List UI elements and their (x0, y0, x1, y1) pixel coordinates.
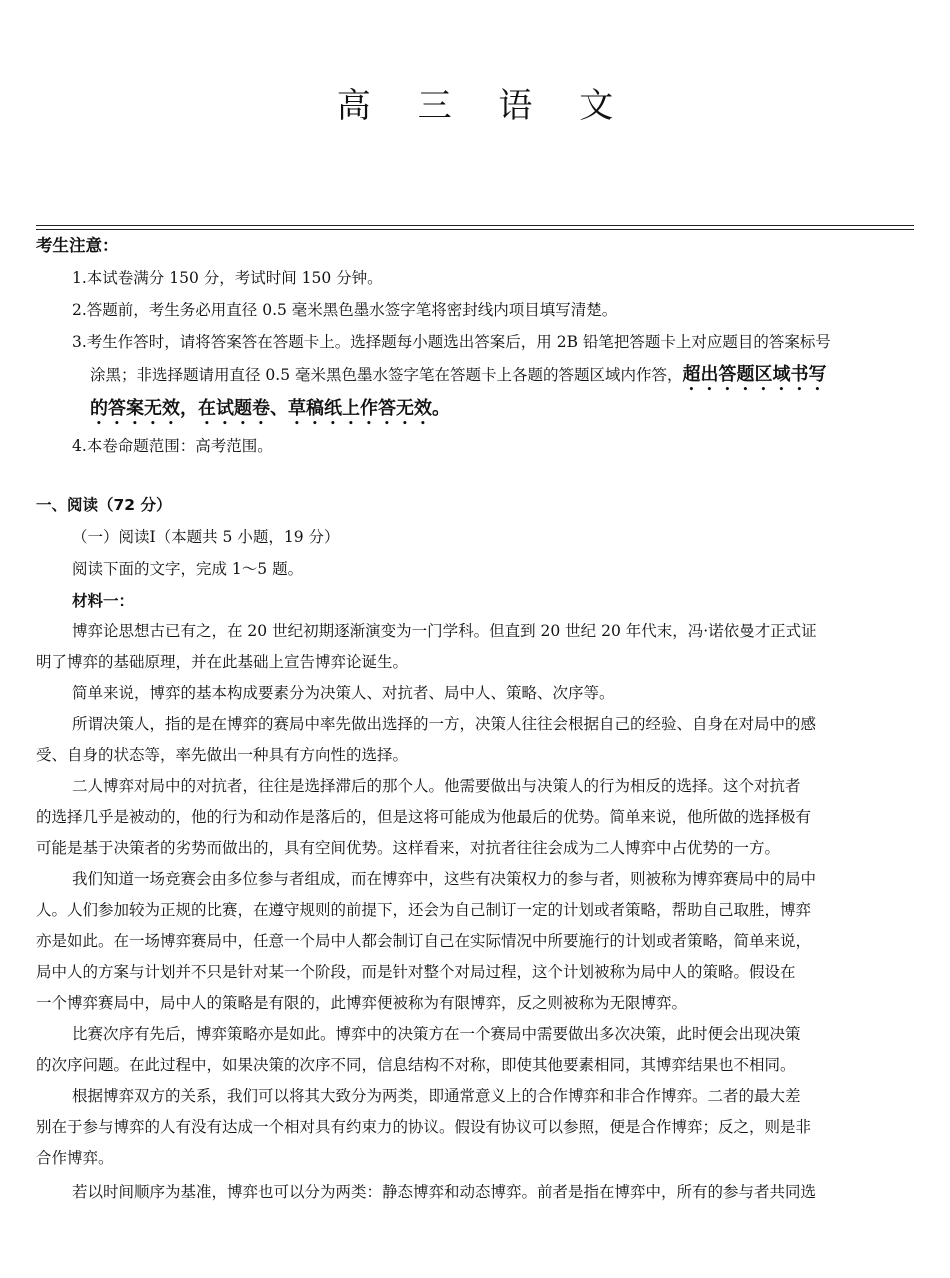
body-line: 博弈论思想古已有之，在 20 世纪初期逐渐演变为一门学科。但直到 20 世纪 20 年代末，冯·诺依曼才正式证 (72, 622, 817, 640)
notice-item-3-emphasis-2: 的答案无效，在试题卷、草稿纸上作答无效。 (90, 398, 450, 419)
body-line: 我们知道一场竞赛会由多位参与者组成，而在博弈中，这些有决策权力的参与者，则被称为博弈赛局中的局中 (72, 870, 817, 888)
body-line: 受、自身的状态等，率先做出一种具有方向性的选择。 (36, 746, 409, 764)
body-line: 的次序问题。在此过程中，如果决策的次序不同，信息结构不对称，即使其他要素相同，其博弈结果也不相同。 (36, 1056, 796, 1074)
body-line: 所谓决策人，指的是在博弈的赛局中率先做出选择的一方，决策人往往会根据自己的经验、自身在对局中的感 (72, 715, 817, 733)
body-line: 若以时间顺序为基准，博弈也可以分为两类：静态博弈和动态博弈。前者是指在博弈中，所有的参与者共同选 (72, 1183, 817, 1201)
notice-heading: 考生注意： (36, 236, 119, 255)
page-title: 高 三 语 文 (336, 86, 632, 126)
header-rule-bottom (36, 229, 914, 230)
notice-item-3-line-2 (90, 364, 950, 395)
body-line: 局中人的方案与计划并不只是针对某一个阶段，而是针对整个对局过程，这个计划被称为局中人的策略。假设在 (36, 963, 796, 981)
body-line: 合作博弈。 (36, 1149, 114, 1167)
body-line: 可能是基于决策者的劣势而做出的，具有空间优势。这样看来，对抗者往往会成为二人博弈中占优势的一方。 (36, 839, 781, 857)
body-line: 简单来说，博弈的基本构成要素分为决策人、对抗者、局中人、策略、次序等。 (72, 684, 615, 702)
material-label: 材料一： (72, 592, 135, 610)
body-line: 一个博弈赛局中，局中人的策略是有限的，此博弈便被称为有限博弈，反之则被称为无限博弈。 (36, 994, 688, 1012)
body-line: 明了博弈的基础原理，并在此基础上宣告博弈论诞生。 (36, 653, 409, 671)
body-line: 亦是如此。在一场博弈赛局中，任意一个局中人都会制订自己在实际情况中所要施行的计划或者策略，简单来说， (36, 932, 812, 950)
body-line: 别在于参与博弈的人有没有达成一个相对具有约束力的协议。假设有协议可以参照，便是合作博弈；反之，则是非 (36, 1118, 812, 1136)
notice-item-4: 4.本卷命题范围：高考范围。 (72, 437, 273, 455)
notice-item-3: 3.考生作答时，请将答案答在答题卡上。选择题每小题选出答案后，用 2B 铅笔把答题卡上对应题目的答案标号 (72, 333, 831, 351)
notice-item-2: 2.答题前，考生务必用直径 0.5 毫米黑色墨水签字笔将密封线内项目填写清楚。 (72, 301, 618, 319)
body-line: 的选择几乎是被动的，他的行为和动作是落后的，但是这将可能成为他最后的优势。简单来说，他所做的选择极有 (36, 808, 812, 826)
body-line: 人。人们参加较为正规的比赛，在遵守规则的前提下，还会为自己制订一定的计划或者策略，帮助自己取胜，博弈 (36, 901, 812, 919)
body-line: 比赛次序有先后，博弈策略亦是如此。博弈中的决策方在一个赛局中需要做出多次决策，此时便会出现决策 (72, 1025, 801, 1043)
section-sub-heading: （一）阅读Ⅰ（本题共 5 小题，19 分） (72, 528, 340, 546)
notice-item-3-line-3 (90, 398, 950, 429)
section-heading: 一、阅读（72 分） (36, 496, 172, 514)
section-instruction: 阅读下面的文字，完成 1～5 题。 (72, 560, 304, 578)
body-line: 根据博弈双方的关系，我们可以将其大致分为两类，即通常意义上的合作博弈和非合作博弈。二者的最大差 (72, 1087, 801, 1105)
notice-item-3-plain: 涂黑；非选择题请用直径 0.5 毫米黑色墨水签字笔在答题卡上各题的答题区域内作答， (90, 366, 683, 384)
header-rule-top (36, 225, 914, 226)
notice-item-3-emphasis: 超出答题区域书写 (682, 364, 827, 385)
body-line: 二人博弈对局中的对抗者，往往是选择滞后的那个人。他需要做出与决策人的行为相反的选择。这个对抗者 (72, 777, 801, 795)
notice-item-1: 1.本试卷满分 150 分，考试时间 150 分钟。 (72, 269, 383, 287)
